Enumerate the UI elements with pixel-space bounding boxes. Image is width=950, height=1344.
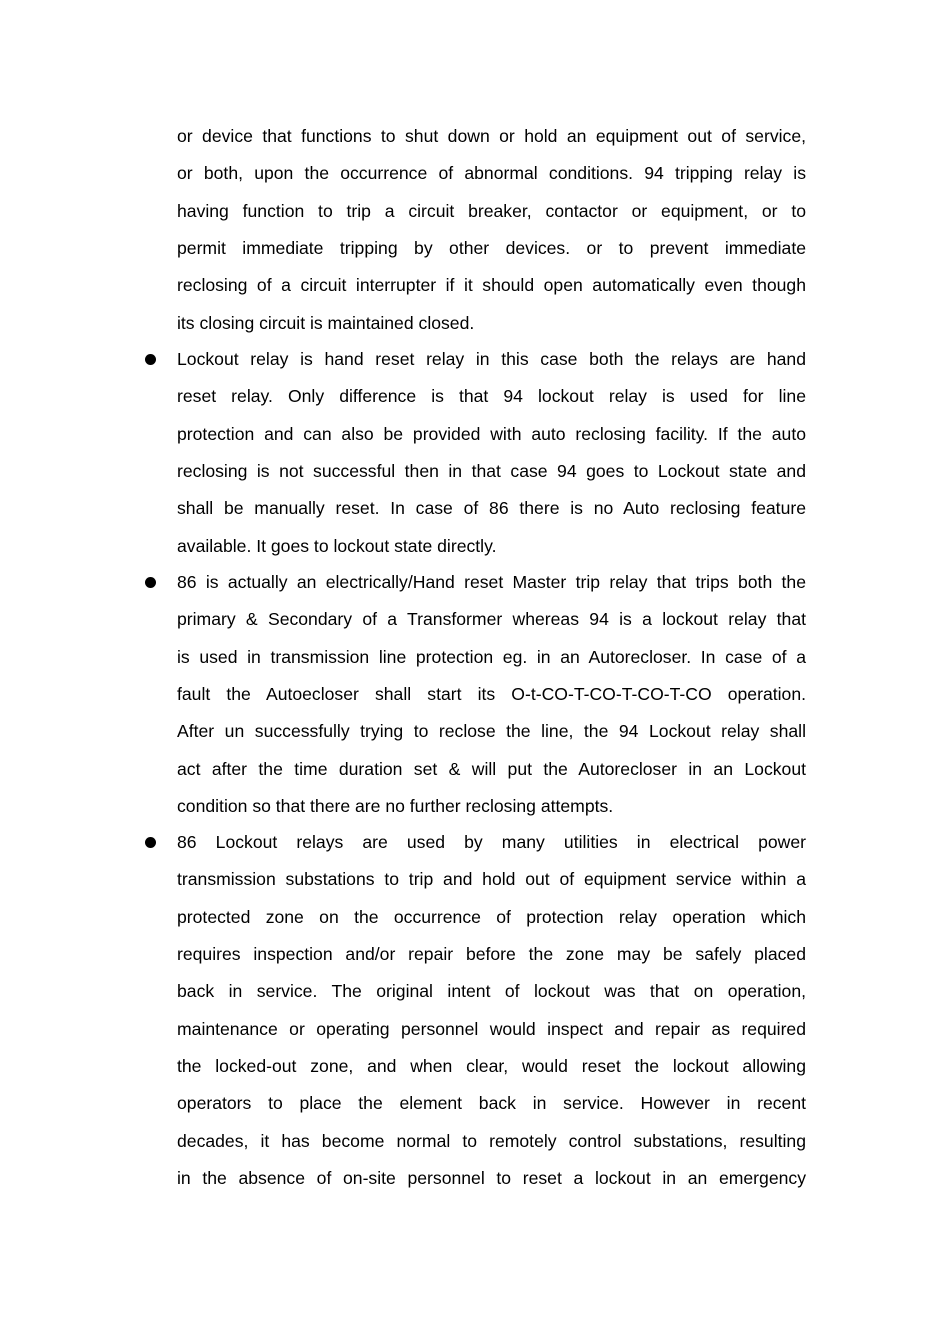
text-line: its closing circuit is maintained closed. bbox=[177, 312, 475, 333]
text-line: protected zone on the occurrence of protection relay operation which bbox=[177, 906, 806, 927]
text-line: decades, it has become normal to remotely control substations, resulting bbox=[177, 1130, 806, 1151]
text-line: back in service. The original intent of lockout was that on operation, bbox=[177, 981, 806, 1002]
text-line: the locked-out zone, and when clear, would reset the lockout allowing bbox=[177, 1056, 806, 1077]
text-line: condition so that there are no further reclosing attempts. bbox=[177, 796, 614, 817]
text-line: available. It goes to lockout state directly. bbox=[177, 535, 497, 556]
text-line: protection and can also be provided with auto reclosing facility. If the auto bbox=[177, 423, 806, 444]
text-line: fault the Autoecloser shall start its O-t-CO-T-CO-T-CO-T-CO operation. bbox=[177, 684, 806, 705]
text-line: having function to trip a circuit breaker, contactor or equipment, or to bbox=[177, 200, 806, 221]
bullet-icon bbox=[145, 837, 156, 848]
bullet-item-lockout-relay bbox=[177, 341, 806, 565]
text-line: Lockout relay is hand reset relay in this case both the relays are hand bbox=[177, 349, 806, 369]
bullet-item-master-trip-relay bbox=[177, 564, 806, 825]
text-line: primary & Secondary of a Transformer whereas 94 is a lockout relay that bbox=[177, 609, 806, 630]
text-line: requires inspection and/or repair before the zone may be safely placed bbox=[177, 944, 806, 965]
text-line: reclosing is not successful then in that case 94 goes to Lockout state and bbox=[177, 461, 806, 482]
text-line: permit immediate tripping by other devices. or to prevent immediate bbox=[177, 238, 806, 259]
paragraph-continuation bbox=[177, 118, 806, 342]
bullet-item-lockout-utilities bbox=[177, 824, 806, 1197]
text-line: After un successfully trying to reclose the line, the 94 Lockout relay shall bbox=[177, 721, 806, 742]
text-line: or device that functions to shut down or hold an equipment out of service, bbox=[177, 126, 806, 146]
text-line: in the absence of on-site personnel to reset a lockout in an emergency bbox=[177, 1168, 806, 1189]
text-line: reclosing of a circuit interrupter if it should open automatically even though bbox=[177, 275, 806, 296]
text-line: is used in transmission line protection eg. in an Autorecloser. In case of a bbox=[177, 646, 806, 667]
text-line: or both, upon the occurrence of abnormal conditions. 94 tripping relay is bbox=[177, 163, 806, 184]
text-line: shall be manually reset. In case of 86 there is no Auto reclosing feature bbox=[177, 498, 806, 519]
text-line: 86 is actually an electrically/Hand reset Master trip relay that trips both the bbox=[177, 572, 806, 592]
text-line: reset relay. Only difference is that 94 lockout relay is used for line bbox=[177, 386, 806, 407]
bullet-icon bbox=[145, 577, 156, 588]
text-line: act after the time duration set & will put the Autorecloser in an Lockout bbox=[177, 758, 806, 779]
text-line: maintenance or operating personnel would inspect and repair as required bbox=[177, 1018, 806, 1039]
bullet-icon bbox=[145, 354, 156, 365]
text-line: 86 Lockout relays are used by many utilities in electrical power bbox=[177, 832, 806, 852]
text-line: transmission substations to trip and hold out of equipment service within a bbox=[177, 869, 806, 890]
text-line: operators to place the element back in service. However in recent bbox=[177, 1093, 806, 1114]
